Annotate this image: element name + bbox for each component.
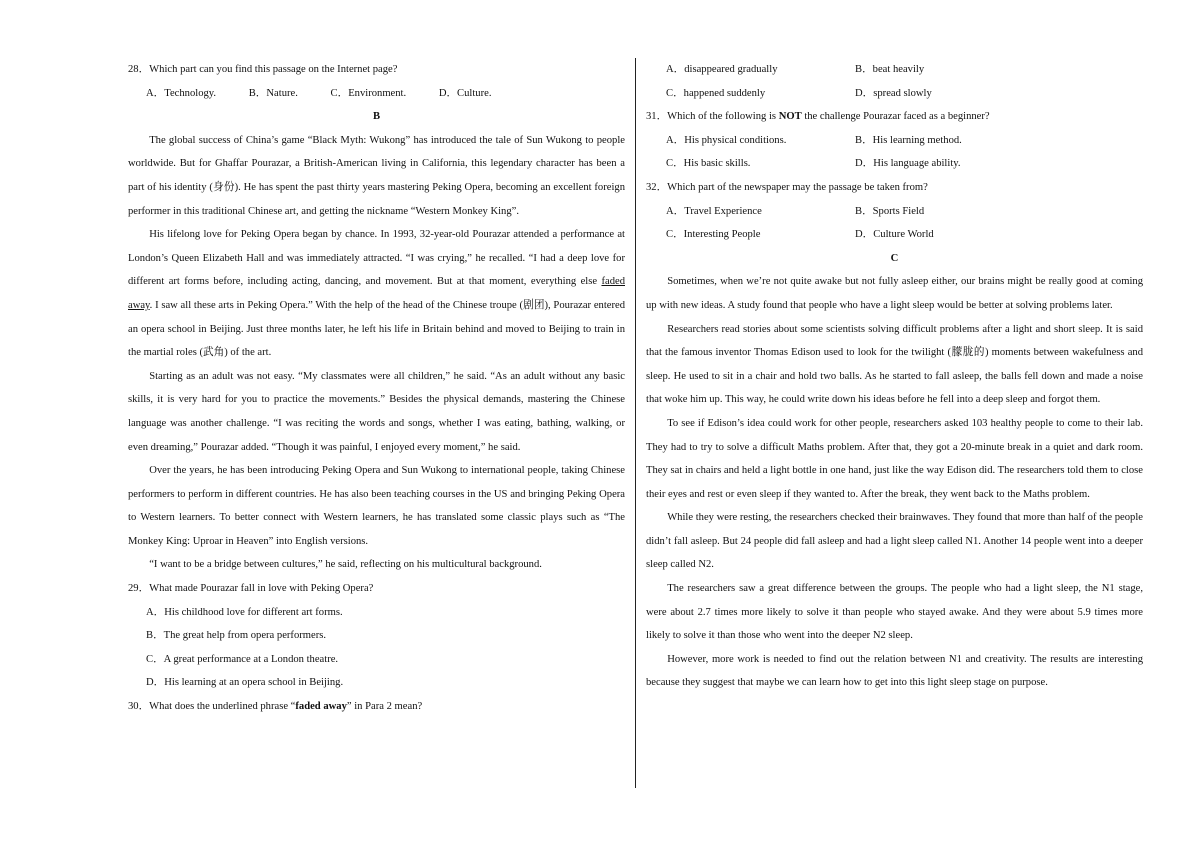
passage-c-para-5: The researchers saw a great difference between the groups. The people who had a light sleep, the N1 stage, were about 2.7 times more likely to solve it than people who stayed awake. And they were about 5.9 times more likely to solve it than those who went into the deeper N2 sleep. xyxy=(646,583,1143,642)
passage-c-para-4: While they were resting, the researchers checked their brainwaves. They found that more than half of the people didn’t fall asleep. But 24 people did fall asleep and had a light sleep called N1. Another 14 people went into a deeper sleep called N2. xyxy=(646,512,1143,571)
q29-option-c[interactable]: C．A great performance at a London theatre. xyxy=(146,653,339,665)
q32-options-row-1 xyxy=(646,200,1143,224)
q28-option-c[interactable]: C．Environment. xyxy=(330,87,407,99)
passage-c-para-3: To see if Edison’s idea could work for other people, researchers asked 103 healthy people to come to their lab. They had to try to solve a difficult Maths problem. After that, they got a 20-minute break in a quiet and dark room. They sat in chairs and held a light bottle in one hand, just like the way Edison did. The researchers told them to close their eyes and rest or even sleep if they wanted to. After the break, they went back to the Maths problem. xyxy=(646,417,1143,500)
passage-b-para-2: His lifelong love for Peking Opera began by chance. In 1993, 32-year-old Pourazar attended a performance at London’s Queen Elizabeth Hall and was immediately attracted. “I was crying,” he recalled. “I had a deep love for different art forms before, including acting, dancing, and movement. But at that moment, everything else faded away. I saw all these arts in Peking Opera.” With the help of the head of the Chinese troupe (剧团), Pourazar entered an opera school in Beijing. Just three months later, he left his life in Britain behind and moved to Beijing to train in the martial roles (武角) of the art. xyxy=(128,229,625,359)
q31-option-d[interactable]: D．His language ability. xyxy=(855,158,961,170)
q29-option-d[interactable]: D．His learning at an opera school in Beijing. xyxy=(146,677,344,689)
passage-b-para-4: Over the years, he has been introducing Peking Opera and Sun Wukong to international people, taking Chinese performers to perform in different countries. He has also been teaching courses in the US and bringing Peking Opera to Western learners. To better connect with Western learners, he has translated some classic plays such as “The Monkey King: Uproar in Heaven” into English versions. xyxy=(128,465,625,547)
question-28-options xyxy=(128,82,625,106)
q28-option-a[interactable]: A．Technology. xyxy=(146,87,217,99)
q32-option-c[interactable]: C．Interesting People xyxy=(666,229,761,241)
q31-options-row-2 xyxy=(646,152,1143,176)
q32-option-d[interactable]: D．Culture World xyxy=(855,229,934,241)
question-28-stem: 28．Which part can you find this passage on the Internet page? xyxy=(128,64,398,75)
question-29-stem: 29．What made Pourazar fall in love with Peking Opera? xyxy=(128,583,374,595)
q32-options-row-2 xyxy=(646,223,1143,247)
section-b-heading: B xyxy=(372,111,381,123)
q31-option-a[interactable]: A．His physical conditions. xyxy=(666,134,787,146)
q31-options-row-1 xyxy=(646,129,1143,153)
question-31-stem: 31．Which of the following is NOT the challenge Pourazar faced as a beginner? xyxy=(646,111,990,123)
q31-option-c[interactable]: C．His basic skills. xyxy=(666,158,751,170)
left-column xyxy=(128,58,625,719)
q29-option-a[interactable]: A．His childhood love for different art forms. xyxy=(146,606,343,618)
passage-b-para-5: “I want to be a bridge between cultures,” he said, reflecting on his multicultural background. xyxy=(149,559,542,571)
passage-c-para-1: Sometimes, when we’re not quite awake but not fully asleep either, our brains might be really good at coming up with new ideas. A study found that people who have a light sleep would be better at solving problems later. xyxy=(646,276,1143,311)
passage-c-para-6: However, more work is needed to find out the relation between N1 and creativity. The results are interesting because they suggest that maybe we can learn how to get into this light sleep stage on purpose. xyxy=(646,653,1143,689)
q29-option-b[interactable]: B．The great help from opera performers. xyxy=(146,630,327,642)
passage-b-para-1: The global success of China’s game “Black Myth: Wukong” has introduced the tale of Sun Wukong to people worldwide. But for Ghaffar Pourazar, a British-American living in California, this legendary character has been a part of his identity (身份). He has spent the past thirty years mastering Peking Opera, becoming an excellent foreign performer in this traditional Chinese art, and getting the nickname “Western Monkey King”. xyxy=(128,134,625,217)
q30-option-d[interactable]: D．spread slowly xyxy=(855,87,932,99)
question-32-stem: 32．Which part of the newspaper may the passage be taken from? xyxy=(646,181,928,193)
underlined-phrase: faded away xyxy=(128,276,625,311)
q31-option-b[interactable]: B．His learning method. xyxy=(855,134,962,146)
passage-c-para-2: Researchers read stories about some scientists solving difficult problems after a light and short sleep. It is said that the famous inventor Thomas Edison used to look for the twilight (朦胧的) moments between wakefulness and sleep. He used to sit in a chair and hold two balls. As he started to fall asleep, the balls fell down and made a noise that woke him up. This way, he could write down his ideas before he fell into a deep sleep and forgot them. xyxy=(646,323,1143,406)
section-c-heading: C xyxy=(890,252,899,264)
question-30-stem: 30．What does the underlined phrase “faded away” in Para 2 mean? xyxy=(128,701,423,713)
q30-options-row-2 xyxy=(646,82,1143,106)
passage-b-para-3: Starting as an adult was not easy. “My classmates were all children,” he said. “As an adult without any basic skills, it is very hard for you to practice the movements.” Besides the physical demands, mastering the Chinese language was another challenge. “I was reciting the words and songs, whether I was eating, bathing, walking, or even dreaming,” Pourazar added. “Though it was painful, I enjoyed every moment,” he said. xyxy=(128,370,625,453)
q32-option-a[interactable]: A．Travel Experience xyxy=(666,205,762,217)
q30-option-c[interactable]: C．happened suddenly xyxy=(666,87,766,99)
column-divider xyxy=(635,58,636,788)
q30-option-a[interactable]: A．disappeared gradually xyxy=(666,64,778,75)
q30-option-b[interactable]: B．beat heavily xyxy=(855,64,925,75)
q28-option-d[interactable]: D．Culture. xyxy=(438,87,492,99)
q28-option-b[interactable]: B．Nature. xyxy=(248,87,298,99)
right-column xyxy=(646,58,1143,695)
q30-options-row-1 xyxy=(646,58,1143,82)
q32-option-b[interactable]: B．Sports Field xyxy=(855,205,925,217)
